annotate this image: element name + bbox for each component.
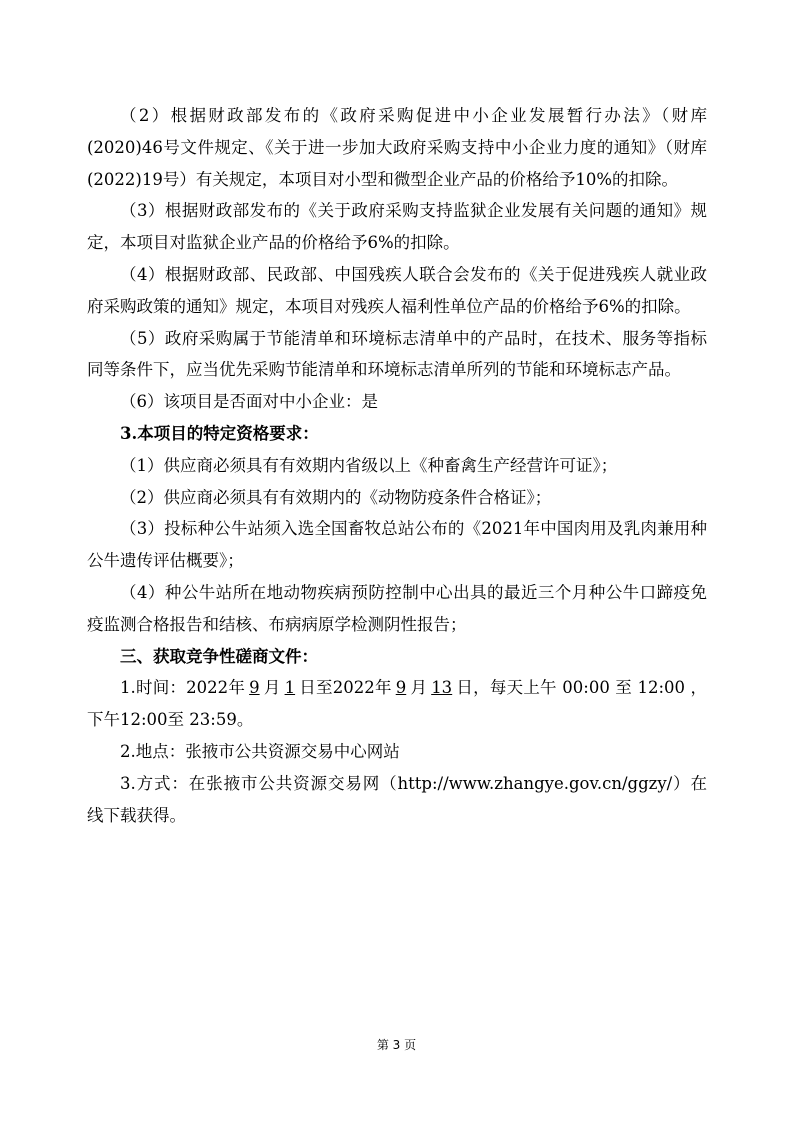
- end-day: 13: [431, 678, 453, 698]
- qualification-item-2: （2）供应商必须具有有效期内的《动物防疫条件合格证》；: [120, 487, 552, 507]
- acquisition-method: 3.方式：在张掖市公共资源交易网（http://www.zhangye.gov.cn/ggzy/）在线下载获得。: [87, 773, 707, 825]
- paragraph-sme-target: （6）该项目是否面对中小企业：是: [120, 392, 378, 412]
- qualification-item-3: （3）投标种公牛站须入选全国畜牧总站公布的《2021年中国肉用及乳肉兼用种公牛遗传评估概要》；: [87, 519, 707, 571]
- time-middle: 日至2022年: [299, 678, 392, 698]
- end-month: 9: [395, 678, 407, 698]
- acquisition-time: [87, 672, 707, 736]
- paragraph-disabled-employment: （4）根据财政部、民政部、中国残疾人联合会发布的《关于促进残疾人就业政府采购政策的通知》规定，本项目对残疾人福利性单位产品的价格给予6%的扣除。: [87, 264, 707, 316]
- paragraph-prison-enterprise: （3）根据财政部发布的《关于政府采购支持监狱企业发展有关问题的通知》规定，本项目对监狱企业产品的价格给予6%的扣除。: [87, 201, 707, 253]
- start-month: 9: [249, 678, 260, 698]
- qualification-item-4: （4）种公牛站所在地动物疾病预防控制中心出具的最近三个月种公牛口蹄疫免疫监测合格报告和结核、布病病原学检测阴性报告；: [87, 582, 707, 634]
- page-number: 第 3 页: [376, 1038, 417, 1052]
- start-day: 1: [284, 678, 296, 698]
- section-3-heading: 3.本项目的特定资格要求：: [120, 423, 319, 443]
- paragraph-sme-discount: （2）根据财政部发布的《政府采购促进中小企业发展暂行办法》（财库(2020)46号文件规定、《关于进一步加大政府采购支持中小企业力度的通知》（财库(2022)19号）有关规定，本项目对小型和微型企业产品的价格给予10%的扣除。: [87, 106, 707, 189]
- month-label-2: 月: [410, 678, 428, 698]
- time-suffix: 日，每天上午 00:00 至 12:00 ，下午12:00至 23:59。: [87, 678, 708, 730]
- paragraph-energy-saving: （5）政府采购属于节能清单和环境标志清单中的产品时，在技术、服务等指标同等条件下，应当优先采购节能清单和环境标志清单所列的节能和环境标志产品。: [87, 328, 707, 380]
- section-iii-heading: 三、获取竞争性磋商文件：: [120, 646, 318, 666]
- month-label-1: 月: [263, 678, 281, 698]
- qualification-item-1: （1）供应商必须具有有效期内省级以上《种畜禽生产经营许可证》；: [120, 455, 618, 475]
- time-prefix: 1.时间：2022年: [120, 678, 246, 698]
- page-body: [87, 100, 707, 831]
- acquisition-location: 2.地点：张掖市公共资源交易中心网站: [120, 741, 400, 761]
